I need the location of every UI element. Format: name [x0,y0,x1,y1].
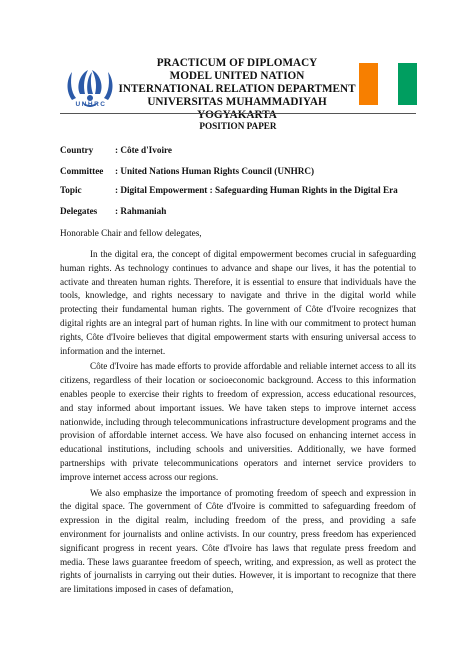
header-line-2: MODEL UNITED NATION [169,70,305,82]
meta-value: : United Nations Human Rights Council (UNHRC) [115,166,315,176]
meta-label: Delegates [60,206,98,216]
header-line-4: UNIVERSITAS MUHAMMADIYAH YOGYAKARTA [147,96,327,121]
meta-value: : Digital Empowerment : Safeguarding Human Rights in the Digital Era [115,185,398,195]
document-title: POSITION PAPER [199,121,277,131]
cote-divoire-flag-icon [359,63,417,105]
meta-value: : Rahmaniah [115,206,167,216]
meta-label: Committee [60,166,104,176]
header-line-3: INTERNATIONAL RELATION DEPARTMENT [118,83,356,95]
meta-label: Country [60,145,94,155]
meta-label: Topic [60,185,82,195]
flag-stripe-orange [359,63,378,105]
body-paragraph: In the digital era, the concept of digital empowerment becomes crucial in safeguarding human rights. As technology continues to advance and shape our lives, it has the potential to activate and threaten human rights. Therefore, it is essential to ensure that individuals have the tools, knowledge, and rights necessary to navigate and thrive in the digital world while protecting their fundamental human rights. The government of Côte d'Ivoire recognizes that digital rights are an integral part of human rights. In line with our commitment to protect human rights, Côte d'Ivoire believes that digital empowerment starts with ensuring universal access to information and the internet. [60,249,416,356]
logo-caption: UNHRC [75,101,107,108]
header-line-1: PRACTICUM OF DIPLOMACY [156,57,318,69]
body-paragraph: Côte d'Ivoire has made efforts to provide affordable and reliable internet access to all its citizens, regardless of their location or socioeconomic background. Access to this information enables people to exercise their rights to freedom of expression, access educational resources, and stay informed about important issues. We have taken steps to improve internet access nationwide, including through telecommunications infrastructure development programs and the provision of affordable internet access. We have also focused on enhancing internet access in educational institutions, including schools and universities. Additionally, we have formed partnerships with private telecommunications operators and internet service providers to improve internet access across our regions. [60,361,416,482]
flag-stripe-white [378,63,397,105]
salutation: Honorable Chair and fellow delegates, [60,228,202,238]
document-body [60,248,416,599]
header-divider [60,113,416,114]
meta-value: : Côte d'Ivoire [115,145,172,155]
body-paragraph: We also emphasize the importance of promoting freedom of speech and expression in the digital space. The government of Côte d'Ivoire is committed to safeguarding freedom of expression in the digital realm, including freedom of the press, and providing a safe environment for journalists and online activists. In our country, press freedom has experienced significant progress in recent years. Côte d'Ivoire has laws that regulate press freedom and media. These laws guarantee freedom of speech, writing, and expression, as well as protect the rights of journalists in carrying out their duties. However, it is important to recognize that there are limitations imposed in cases of defamation, [60,487,416,595]
flag-stripe-green [398,63,417,105]
